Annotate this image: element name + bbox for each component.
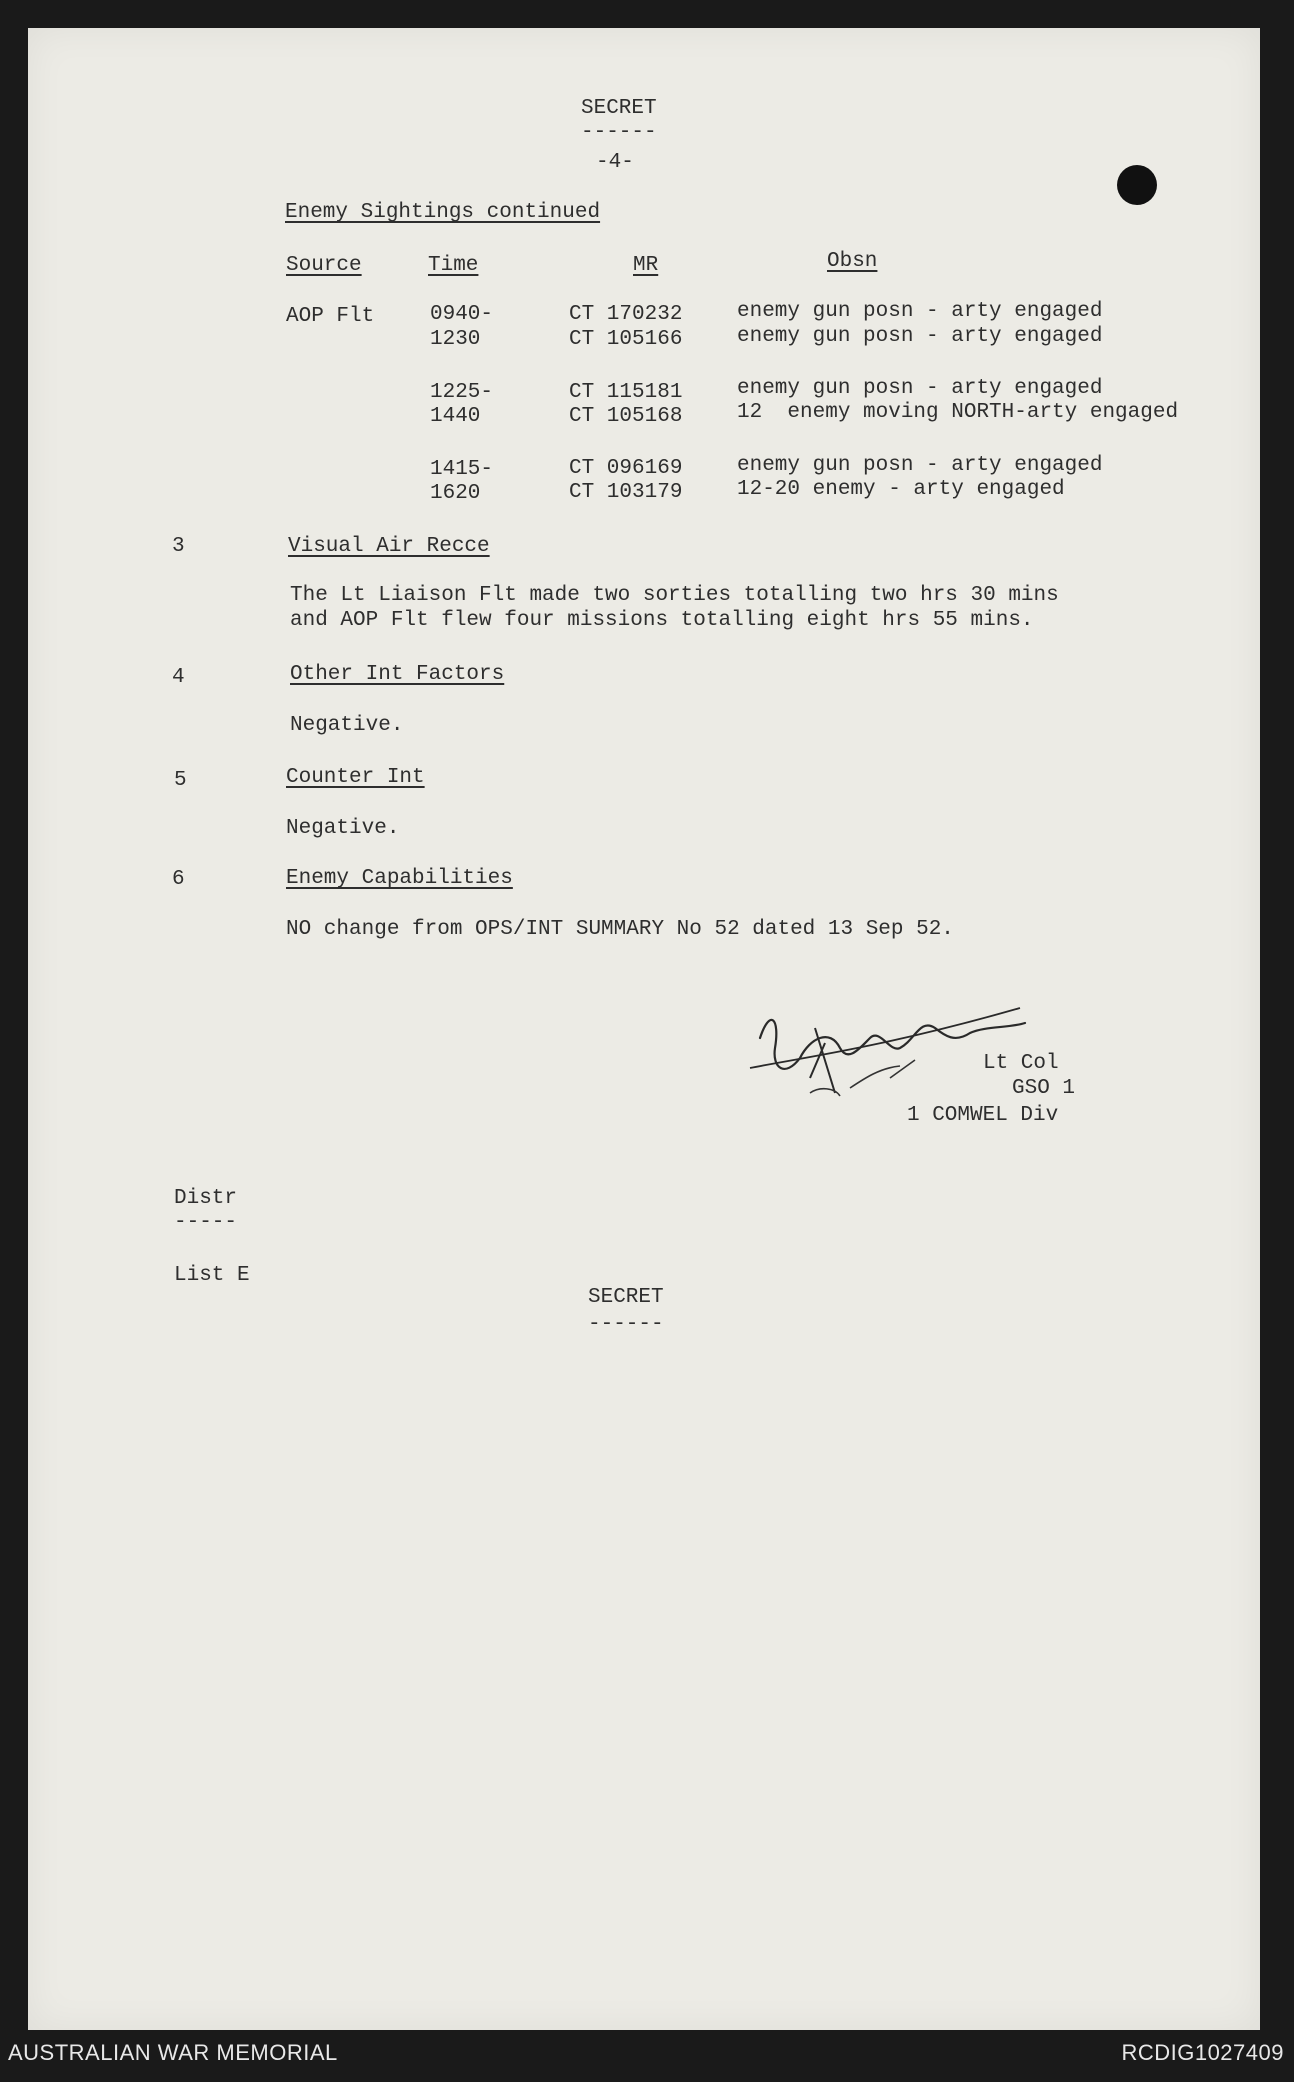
footer-rule: ------ bbox=[588, 1313, 664, 1336]
punch-hole bbox=[1117, 165, 1157, 205]
signature-rank: Lt Col bbox=[983, 1052, 1059, 1075]
section-body: Negative. bbox=[290, 714, 404, 737]
distribution-list: List E bbox=[174, 1264, 250, 1287]
signature-appointment: GSO 1 bbox=[1012, 1077, 1076, 1100]
archive-name: AUSTRALIAN WAR MEMORIAL bbox=[8, 2040, 338, 2065]
col-header-obsn: Obsn bbox=[827, 250, 878, 273]
obsn-cell: enemy gun posn - arty engaged bbox=[737, 377, 1103, 400]
obsn-cell: 12-20 enemy - arty engaged bbox=[737, 478, 1065, 501]
mr-cell: CT 103179 bbox=[569, 481, 683, 504]
section-heading: Visual Air Recce bbox=[288, 535, 490, 558]
source-cell: AOP Flt bbox=[286, 305, 375, 328]
time-cell: 1440 bbox=[430, 405, 481, 428]
mr-cell: CT 115181 bbox=[569, 381, 683, 404]
section-number: 5 bbox=[174, 769, 187, 792]
obsn-cell: enemy gun posn - arty engaged bbox=[737, 454, 1103, 477]
footer-classification: SECRET bbox=[588, 1286, 664, 1309]
col-header-time: Time bbox=[428, 254, 479, 277]
section-body: NO change from OPS/INT SUMMARY No 52 dated 13 Sep 52. bbox=[286, 918, 954, 941]
section-number: 3 bbox=[172, 535, 185, 558]
mr-cell: CT 170232 bbox=[569, 303, 683, 326]
col-header-mr: MR bbox=[633, 254, 659, 277]
archive-id: RCDIG1027409 bbox=[1121, 2040, 1284, 2065]
section-heading: Enemy Capabilities bbox=[286, 867, 513, 890]
distribution-rule: ----- bbox=[174, 1211, 238, 1234]
time-cell: 1620 bbox=[430, 482, 481, 505]
page-number: -4- bbox=[596, 151, 634, 174]
obsn-cell: 12 enemy moving NORTH-arty engaged bbox=[737, 401, 1179, 424]
section-body: and AOP Flt flew four missions totalling eight hrs 55 mins. bbox=[290, 609, 1034, 632]
section-number: 6 bbox=[172, 868, 185, 891]
obsn-cell: enemy gun posn - arty engaged bbox=[737, 325, 1103, 348]
section-body: The Lt Liaison Flt made two sorties totalling two hrs 30 mins bbox=[290, 584, 1059, 607]
signature-image bbox=[740, 968, 1040, 1118]
section-title: Enemy Sightings continued bbox=[285, 201, 601, 224]
obsn-cell: enemy gun posn - arty engaged bbox=[737, 300, 1103, 323]
time-cell: 1230 bbox=[430, 328, 481, 351]
time-cell: 0940- bbox=[430, 303, 494, 326]
section-heading: Counter Int bbox=[286, 766, 425, 789]
mr-cell: CT 105168 bbox=[569, 405, 683, 428]
section-body: Negative. bbox=[286, 817, 400, 840]
header-rule: ------ bbox=[581, 121, 657, 144]
signature-unit: 1 COMWEL Div bbox=[907, 1104, 1059, 1127]
col-header-source: Source bbox=[286, 254, 362, 277]
mr-cell: CT 105166 bbox=[569, 328, 683, 351]
mr-cell: CT 096169 bbox=[569, 457, 683, 480]
section-heading: Other Int Factors bbox=[290, 663, 505, 686]
distribution-label: Distr bbox=[174, 1187, 238, 1210]
time-cell: 1415- bbox=[430, 458, 494, 481]
header-classification: SECRET bbox=[581, 97, 657, 120]
time-cell: 1225- bbox=[430, 381, 494, 404]
section-number: 4 bbox=[172, 666, 185, 689]
